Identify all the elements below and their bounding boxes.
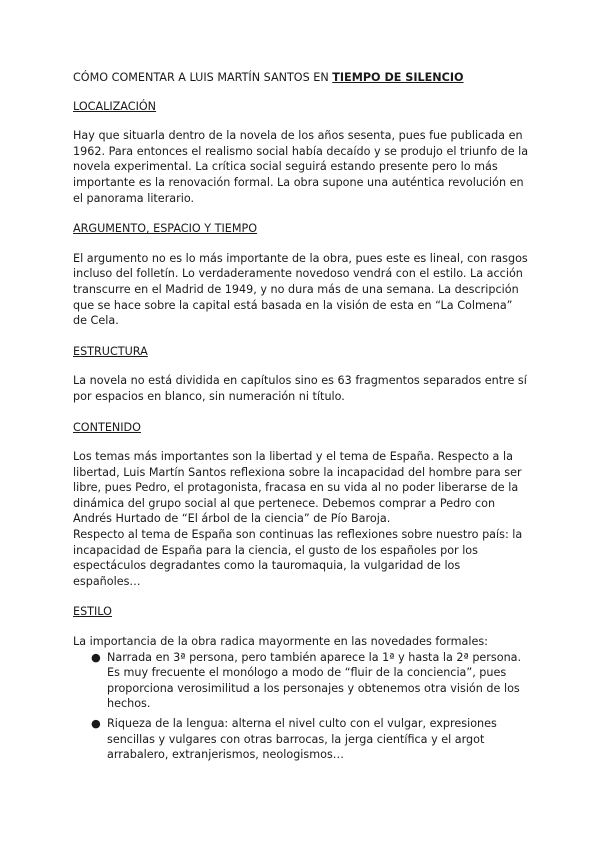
heading-argumento: ARGUMENTO, ESPACIO Y TIEMPO — [73, 222, 258, 236]
heading-localizacion: LOCALIZACIÓN — [73, 99, 157, 113]
paragraph-estilo-intro: La importancia de la obra radica mayormente en las novedades formales: — [73, 635, 488, 649]
paragraph-contenido-libertad: Los temas más importantes son la libertad y el tema de España. Respecto a la libertad, Luis Martín Santos reflexiona sobre la incapacidad del hombre para ser libre, pues Pedro, el protagonista, fracasa en su vida al no poder liberarse de la dinámica del grupo social al que pertenece. Debemos comprar a Pedro con Andrés Hurtado de “El árbol de la ciencia” de Pío Baroja. — [73, 450, 522, 526]
paragraph-estructura: La novela no está dividida en capítulos sino es 63 fragmentos separados entre sí por espacios en blanco, sin numeración ni título. — [73, 374, 527, 403]
title-prefix: CÓMO COMENTAR A LUIS MARTÍN SANTOS EN — [73, 71, 333, 84]
bullet-icon: ● — [91, 650, 101, 664]
paragraph-localizacion: Hay que situarla dentro de la novela de los años sesenta, pues fue publicada en 1962. Para entonces el realismo social había decaído y se produjo el triunfo de la novela experimental. La crítica social seguirá estando presente pero lo más importante es la renovación formal. La obra supone una auténtica revolución en el panorama literario. — [73, 129, 529, 205]
list-item-text: Narrada en 3ª persona, pero también aparece la 1ª y hasta la 2ª persona. Es muy frecuente el monólogo a modo de “fluir de la conciencia”, pues proporciona verosimilitud a los personajes y obtenemos otra visión de los hechos. — [107, 650, 522, 711]
title-work: TIEMPO DE SILENCIO — [332, 71, 464, 84]
heading-estructura: ESTRUCTURA — [73, 344, 148, 358]
list-item-text: Riqueza de la lengua: alterna el nivel culto con el vulgar, expresiones sencillas y vulgares con otras barrocas, la jerga científica y el argot arrabalero, extranjerismos, neologismos… — [107, 717, 497, 762]
list-item — [93, 650, 530, 712]
estilo-bullet-list — [73, 650, 530, 763]
bullet-icon: ● — [91, 717, 101, 730]
paragraph-argumento: El argumento no es lo más importante de la obra, pues este es lineal, con rasgos incluso del folletín. Lo verdaderamente novedoso vendrá con el estilo. La acción transcurre en el Madrid de 1949, y no dura más de una semana. La descripción que se hace sobre la capital está basada en la visión de esta en “La Colmena” de Cela. — [73, 251, 528, 328]
list-item — [93, 716, 530, 763]
paragraph-contenido-espana: Respecto al tema de España son continuas las reflexiones sobre nuestro país: la incapacidad de España para la ciencia, el gusto de los españoles por los espectáculos degradantes como la tauromaquia, la vulgaridad de los españoles… — [73, 528, 523, 588]
heading-contenido: CONTENIDO — [73, 420, 141, 434]
heading-estilo: ESTILO — [73, 605, 112, 619]
document-title — [73, 70, 530, 86]
